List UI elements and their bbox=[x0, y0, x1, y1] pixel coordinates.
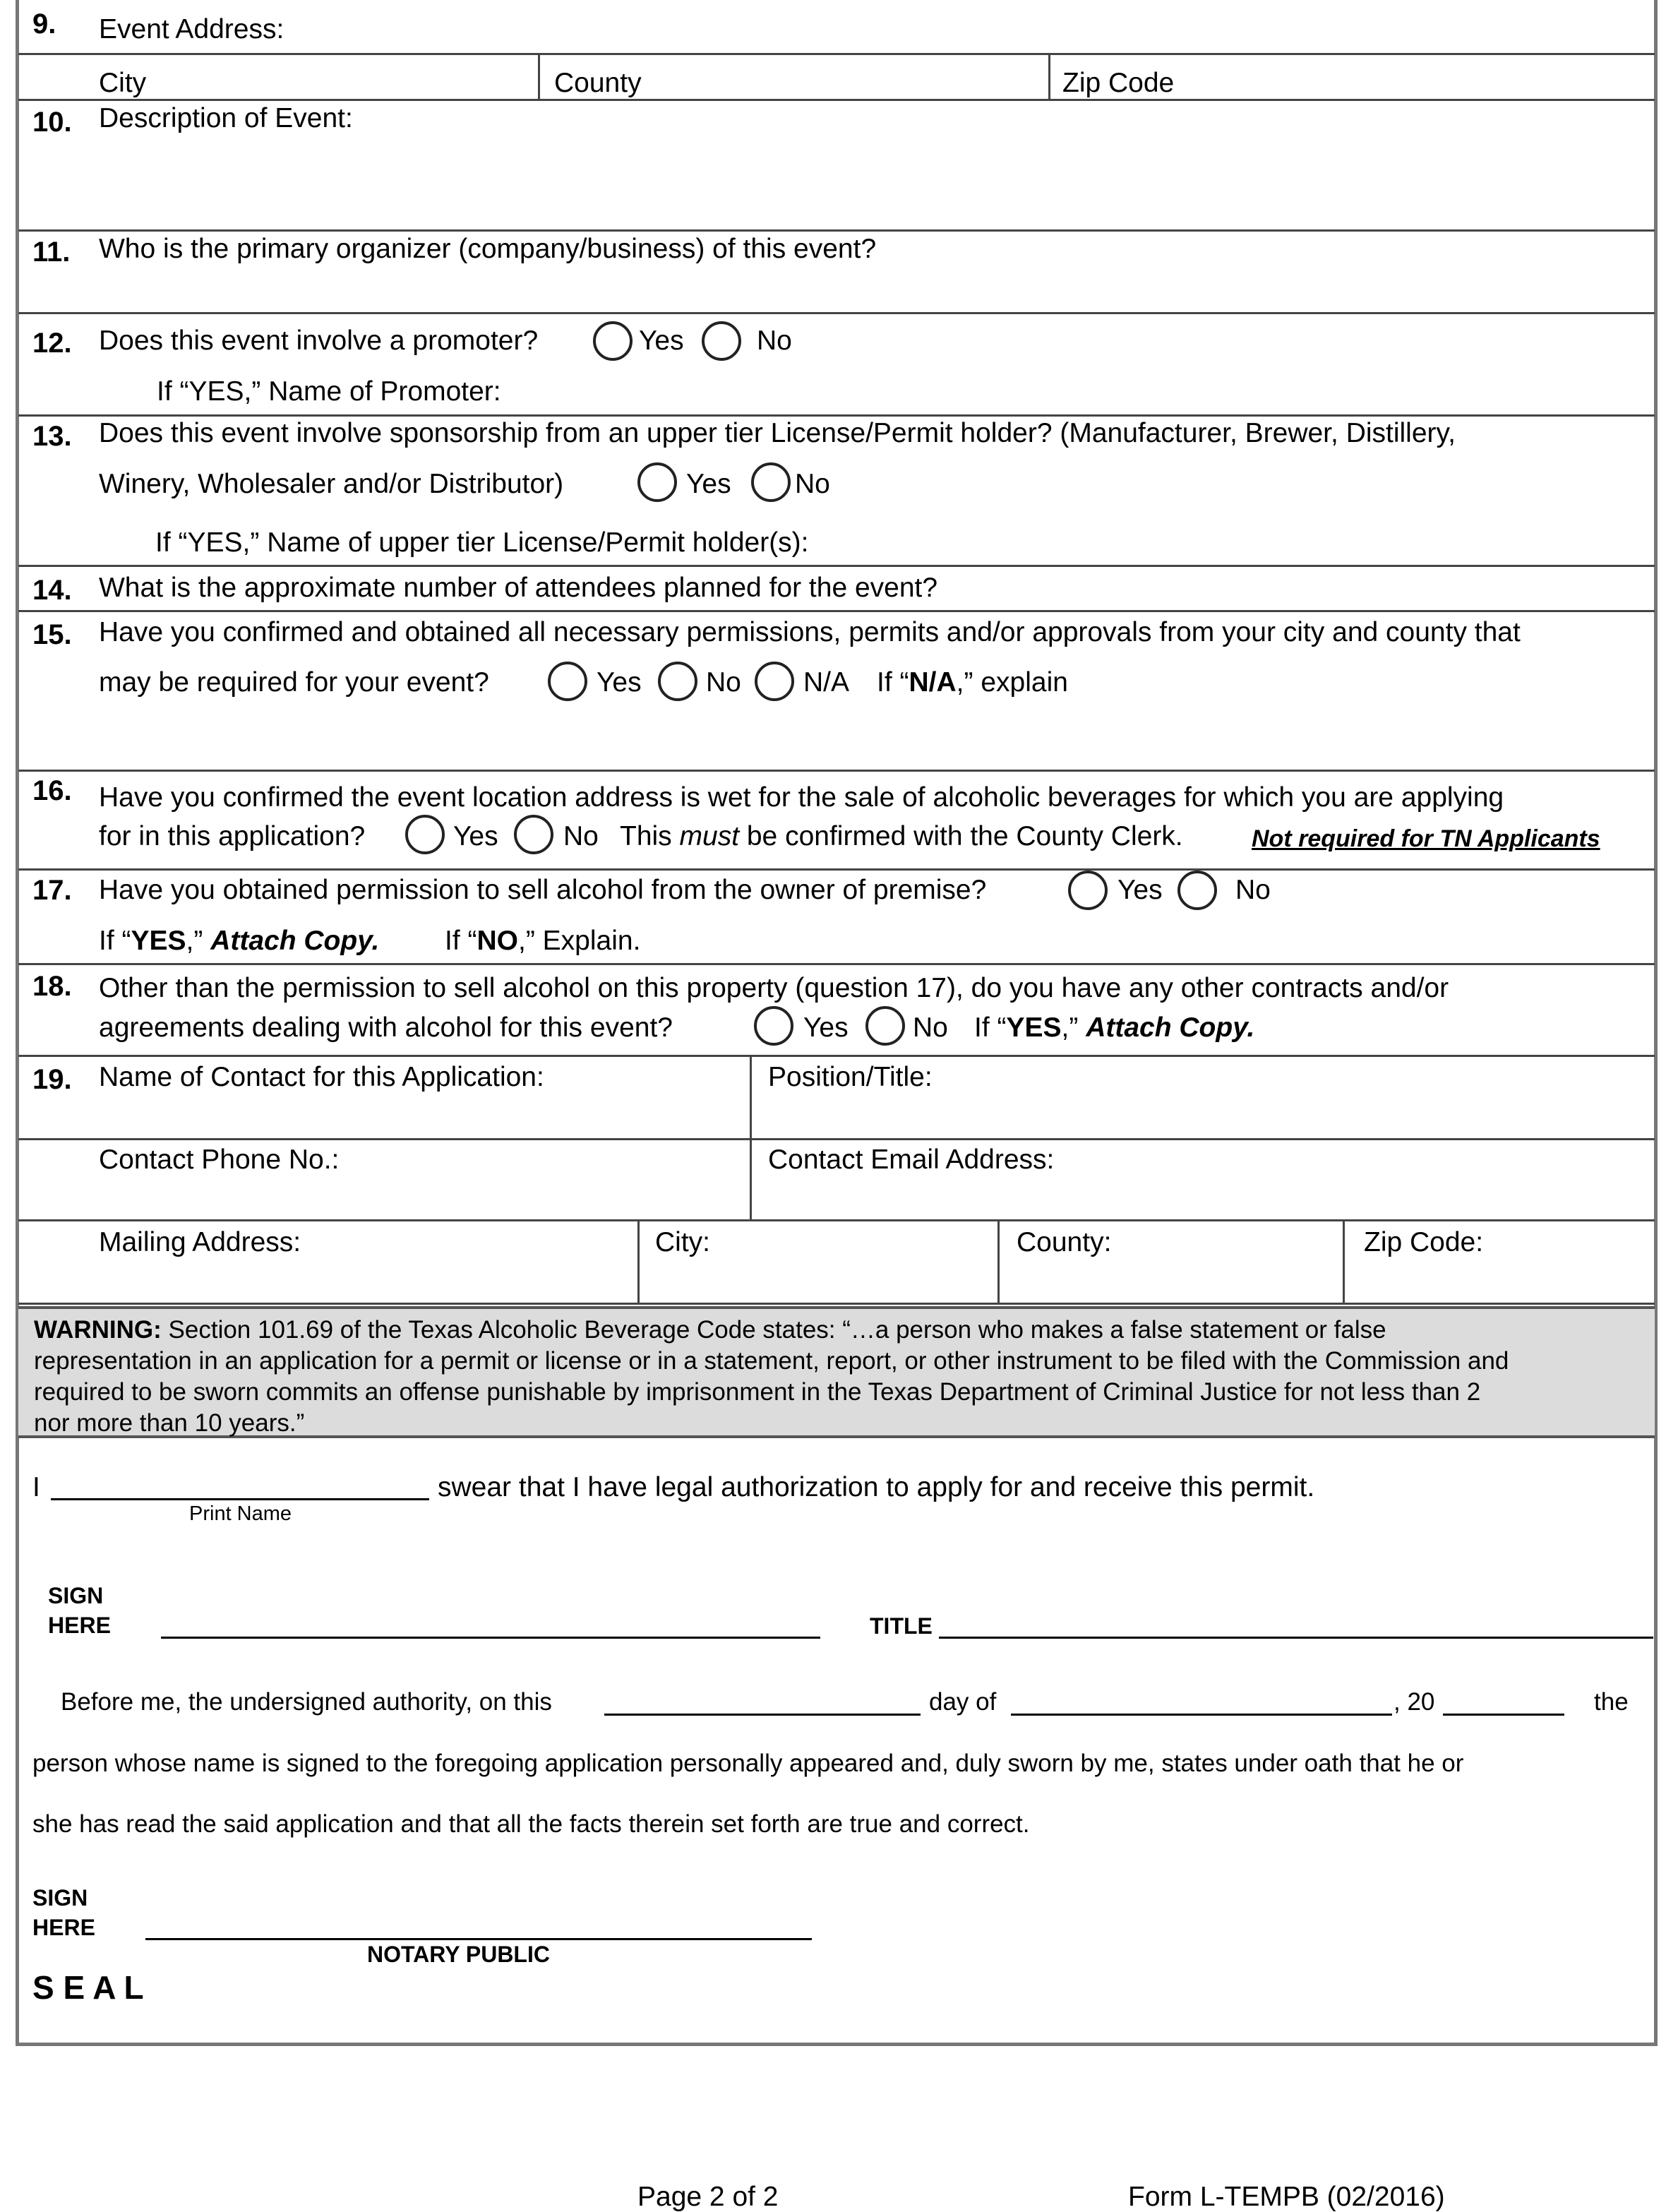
row-divider bbox=[18, 868, 1655, 871]
col-divider bbox=[1343, 1219, 1345, 1303]
row-divider bbox=[18, 1055, 1655, 1057]
other-contracts-yes-label: Yes bbox=[803, 1012, 849, 1043]
sponsor-name-field[interactable]: If “YES,” Name of upper tier License/Permit holder(s): bbox=[155, 527, 809, 558]
promoter-question: Does this event involve a promoter? bbox=[99, 325, 539, 356]
owner-permission-explain: If “NO,” Explain. bbox=[445, 926, 641, 956]
owner-permission-yes-label: Yes bbox=[1117, 875, 1163, 905]
promoter-yes-label: Yes bbox=[639, 325, 684, 356]
mailing-zip-field[interactable]: Zip Code: bbox=[1364, 1227, 1484, 1257]
wet-location-yes-label: Yes bbox=[453, 821, 498, 851]
contact-position-field[interactable]: Position/Title: bbox=[768, 1062, 933, 1092]
signature-line[interactable] bbox=[161, 1637, 820, 1639]
notary-year-text: , 20 bbox=[1394, 1688, 1435, 1716]
row-divider bbox=[18, 312, 1655, 314]
permissions-question: Have you confirmed and obtained all necessary permissions, permits and/or approvals from your city and county that bbox=[99, 617, 1521, 647]
notary-year-line[interactable] bbox=[1443, 1714, 1564, 1716]
sponsorship-no-label: No bbox=[795, 469, 830, 499]
row-divider bbox=[18, 610, 1655, 612]
page-number: Page 2 of 2 bbox=[637, 2182, 779, 2212]
row-divider bbox=[18, 53, 1655, 55]
event-county-field[interactable]: County bbox=[554, 68, 642, 98]
event-address-label: Event Address: bbox=[99, 14, 284, 44]
other-contracts-question: Other than the permission to sell alcohol on this property (question 17), do you have any other contracts and/or bbox=[99, 973, 1449, 1003]
event-description-field[interactable]: Description of Event: bbox=[99, 103, 353, 133]
other-contracts-question-cont: agreements dealing with alcohol for this event? bbox=[99, 1012, 673, 1043]
notary-the-text: the bbox=[1594, 1688, 1629, 1716]
permissions-na-label: N/A bbox=[803, 667, 850, 698]
row-divider bbox=[18, 1303, 1655, 1305]
wet-location-no-radio[interactable] bbox=[514, 815, 553, 854]
wet-location-question: Have you confirmed the event location address is wet for the sale of alcoholic beverages for which you are applying bbox=[99, 782, 1504, 813]
col-divider bbox=[538, 53, 540, 99]
question-number: 15. bbox=[32, 619, 72, 650]
question-number: 11. bbox=[32, 237, 71, 268]
notary-before-text: Before me, the undersigned authority, on this bbox=[61, 1688, 552, 1716]
question-number: 19. bbox=[32, 1064, 72, 1095]
sponsorship-yes-radio[interactable] bbox=[637, 462, 677, 502]
row-divider bbox=[18, 99, 1655, 101]
permissions-yes-radio[interactable] bbox=[548, 662, 587, 701]
col-divider bbox=[997, 1219, 1000, 1303]
question-number: 18. bbox=[32, 971, 72, 1002]
event-city-field[interactable]: City bbox=[99, 68, 147, 98]
notary-month-line[interactable] bbox=[1011, 1714, 1392, 1716]
wet-location-no-label: No bbox=[563, 821, 599, 851]
col-divider bbox=[1048, 53, 1050, 99]
warning-text: WARNING: Section 101.69 of the Texas Alcoholic Beverage Code states: “…a person who makes a false statement or false representation in an application for a permit or license or in a statement, report, or other instrument to be filed with the Commission and required to be sworn commits an offense punishable by imprisonment in the Texas Department of Criminal Justice for not less than 2 nor more than 10 years.” bbox=[34, 1316, 1509, 1437]
notary-line2: person whose name is signed to the foregoing application personally appeared and, duly sworn by me, states under oath that he or bbox=[32, 1750, 1464, 1777]
contact-name-field[interactable]: Name of Contact for this Application: bbox=[99, 1062, 544, 1092]
row-divider bbox=[18, 565, 1655, 567]
mailing-city-field[interactable]: City: bbox=[655, 1227, 710, 1257]
promoter-no-label: No bbox=[757, 325, 792, 356]
sponsorship-no-radio[interactable] bbox=[751, 462, 791, 502]
oath-i: I bbox=[32, 1472, 40, 1502]
print-name-caption: Print Name bbox=[189, 1502, 292, 1525]
notary-public-label: NOTARY PUBLIC bbox=[367, 1942, 550, 1967]
owner-permission-no-radio[interactable] bbox=[1177, 871, 1217, 910]
question-number: 17. bbox=[32, 875, 72, 906]
sponsorship-question-cont: Winery, Wholesaler and/or Distributor) bbox=[99, 469, 564, 499]
event-zip-field[interactable]: Zip Code bbox=[1062, 68, 1175, 98]
contact-phone-field[interactable]: Contact Phone No.: bbox=[99, 1144, 340, 1175]
title-line[interactable] bbox=[939, 1637, 1653, 1639]
question-number: 9. bbox=[32, 8, 56, 40]
primary-organizer-field[interactable]: Who is the primary organizer (company/business) of this event? bbox=[99, 234, 877, 264]
sponsorship-yes-label: Yes bbox=[686, 469, 731, 499]
permissions-na-radio[interactable] bbox=[755, 662, 794, 701]
col-divider bbox=[750, 1055, 752, 1219]
mailing-address-field[interactable]: Mailing Address: bbox=[99, 1227, 301, 1257]
question-number: 16. bbox=[32, 775, 72, 806]
question-number: 12. bbox=[32, 328, 72, 359]
other-contracts-no-radio[interactable] bbox=[865, 1006, 905, 1046]
notary-sign-here-label: SIGN HERE bbox=[32, 1885, 95, 1940]
permissions-no-label: No bbox=[706, 667, 741, 698]
question-number: 10. bbox=[32, 107, 72, 138]
owner-permission-attach: If “YES,” Attach Copy. bbox=[99, 926, 380, 956]
question-number: 13. bbox=[32, 421, 72, 452]
sponsorship-question: Does this event involve sponsorship from an upper tier License/Permit holder? (Manufacturer, Brewer, Distillery, bbox=[99, 418, 1456, 448]
promoter-no-radio[interactable] bbox=[702, 321, 741, 361]
row-divider bbox=[18, 1219, 1655, 1221]
row-divider bbox=[18, 770, 1655, 772]
other-contracts-no-label: No bbox=[913, 1012, 948, 1043]
permissions-question-cont: may be required for your event? bbox=[99, 667, 489, 698]
col-divider bbox=[637, 1219, 640, 1303]
form-id: Form L-TEMPB (02/2016) bbox=[1128, 2182, 1445, 2212]
seal-label: S E A L bbox=[32, 1969, 144, 2006]
other-contracts-attach: If “YES,” Attach Copy. bbox=[974, 1012, 1255, 1043]
tn-applicants-note: Not required for TN Applicants bbox=[1252, 825, 1600, 852]
permissions-explain-label: If “N/A,” explain bbox=[877, 667, 1068, 698]
question-number: 14. bbox=[32, 575, 72, 606]
row-divider bbox=[18, 963, 1655, 965]
oath-swear-text: swear that I have legal authorization to apply for and receive this permit. bbox=[438, 1472, 1315, 1502]
owner-permission-question: Have you obtained permission to sell alcohol from the owner of premise? bbox=[99, 875, 987, 905]
notary-day-of-text: day of bbox=[929, 1688, 997, 1716]
promoter-yes-radio[interactable] bbox=[593, 321, 633, 361]
row-divider bbox=[18, 414, 1655, 417]
wet-location-yes-radio[interactable] bbox=[405, 815, 445, 854]
row-divider bbox=[18, 1138, 1655, 1140]
sign-here-label: SIGN HERE bbox=[48, 1583, 111, 1638]
permissions-yes-label: Yes bbox=[597, 667, 642, 698]
owner-permission-no-label: No bbox=[1235, 875, 1271, 905]
warning-label: WARNING: bbox=[34, 1316, 162, 1344]
contact-email-field[interactable]: Contact Email Address: bbox=[768, 1144, 1055, 1175]
wet-location-question-cont: for in this application? bbox=[99, 821, 366, 851]
notary-line3: she has read the said application and that all the facts therein set forth are true and correct. bbox=[32, 1810, 1030, 1838]
permissions-no-radio[interactable] bbox=[658, 662, 697, 701]
owner-permission-yes-radio[interactable] bbox=[1068, 871, 1108, 910]
warning-box bbox=[18, 1306, 1655, 1438]
row-divider bbox=[18, 229, 1655, 232]
title-label: TITLE bbox=[870, 1613, 933, 1639]
promoter-name-field[interactable]: If “YES,” Name of Promoter: bbox=[157, 376, 501, 407]
print-name-line[interactable] bbox=[51, 1498, 429, 1500]
attendees-field[interactable]: What is the approximate number of attendees planned for the event? bbox=[99, 573, 938, 603]
county-clerk-note: This must be confirmed with the County Clerk. bbox=[620, 821, 1183, 851]
mailing-county-field[interactable]: County: bbox=[1017, 1227, 1112, 1257]
notary-day-line[interactable] bbox=[604, 1714, 921, 1716]
other-contracts-yes-radio[interactable] bbox=[754, 1006, 793, 1046]
